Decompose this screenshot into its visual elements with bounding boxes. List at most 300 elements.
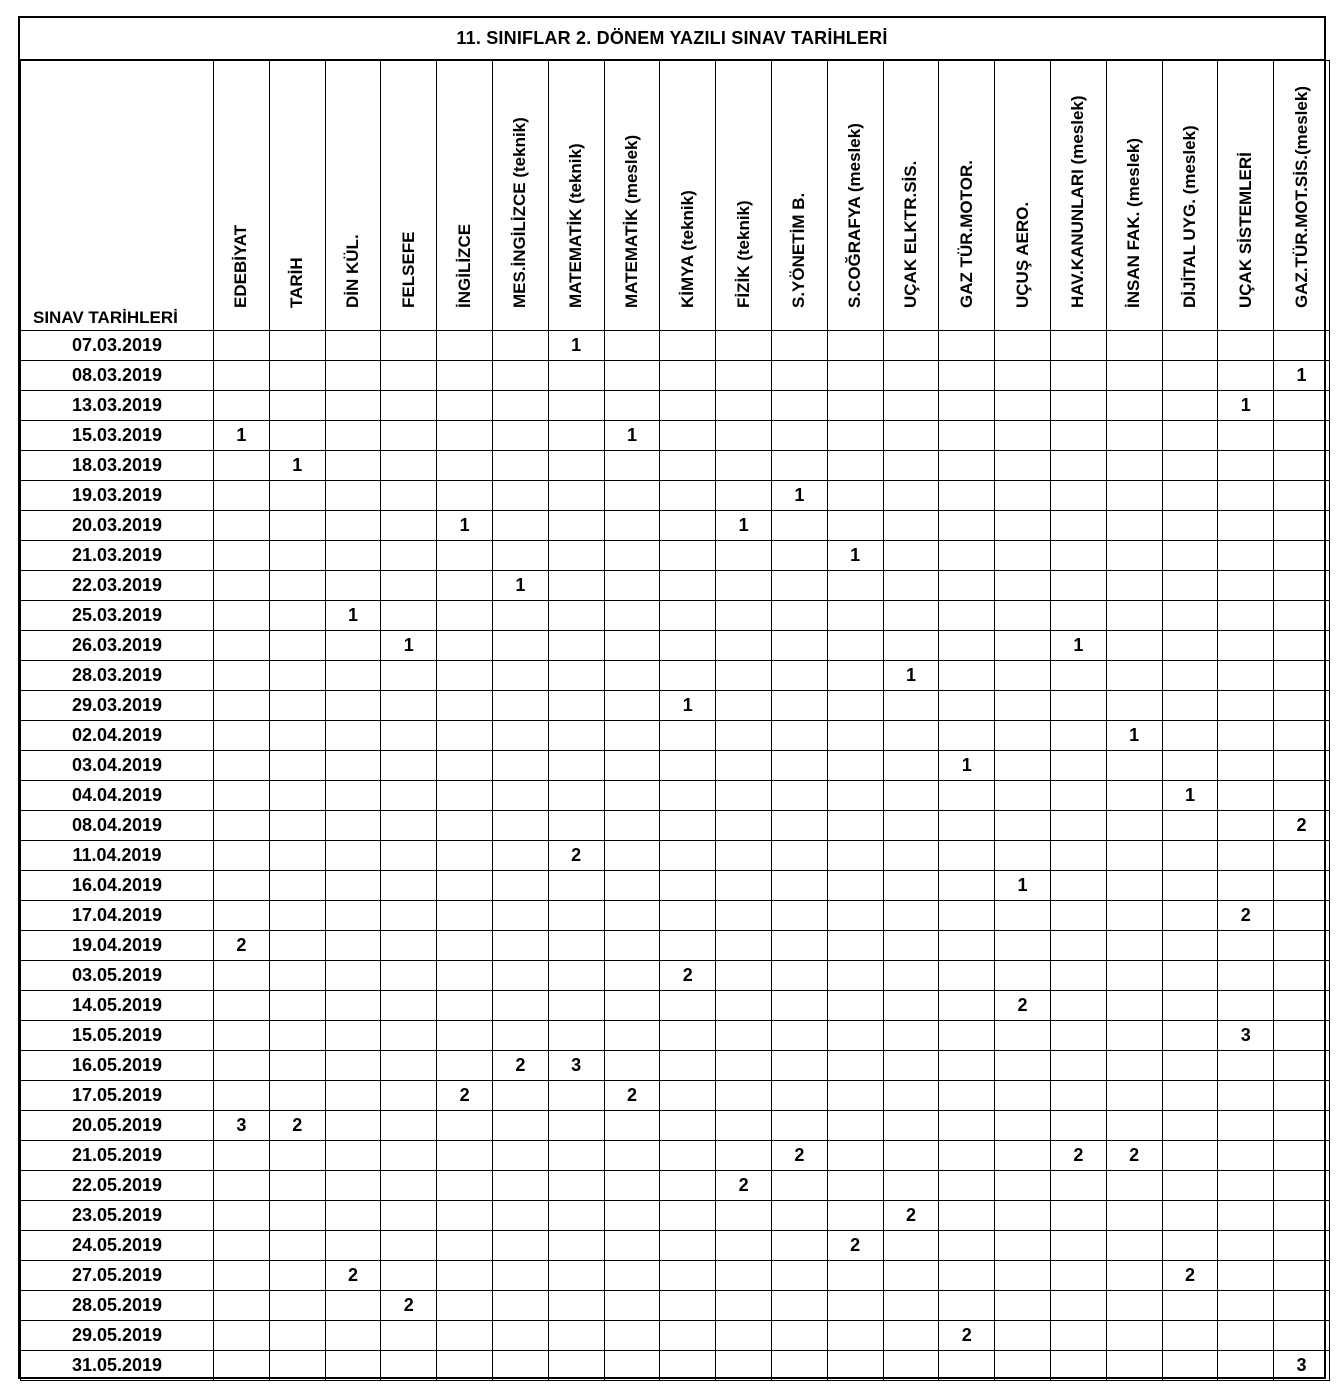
exam-number-cell: 1	[214, 421, 270, 451]
exam-number-cell	[1218, 781, 1274, 811]
exam-number-cell	[381, 481, 437, 511]
exam-number-cell	[1106, 481, 1162, 511]
exam-number-cell	[269, 1261, 325, 1291]
exam-number-cell	[1274, 781, 1330, 811]
exam-number-cell	[325, 631, 381, 661]
subject-header-label: GAZ TÜR.MOTOR.	[956, 160, 976, 308]
exam-number-cell	[1162, 451, 1218, 481]
exam-number-cell	[771, 1291, 827, 1321]
exam-number-cell	[325, 391, 381, 421]
exam-number-cell	[883, 1351, 939, 1381]
exam-number-cell	[939, 1261, 995, 1291]
exam-number-cell	[604, 1291, 660, 1321]
exam-number-cell	[214, 571, 270, 601]
exam-number-cell	[1162, 841, 1218, 871]
exam-number-cell: 1	[716, 511, 772, 541]
exam-number-cell	[325, 421, 381, 451]
exam-number-cell	[771, 871, 827, 901]
exam-number-cell	[1162, 571, 1218, 601]
exam-number-cell	[1218, 1201, 1274, 1231]
exam-number-cell	[1162, 1111, 1218, 1141]
exam-number-cell	[716, 1081, 772, 1111]
subject-header-label: MATEMATİK (meslek)	[621, 134, 641, 308]
exam-number-cell	[604, 511, 660, 541]
exam-number-cell	[492, 331, 548, 361]
exam-number-cell	[1106, 541, 1162, 571]
exam-number-cell	[771, 991, 827, 1021]
subject-header-label: DİJİTAL UYG. (meslek)	[1179, 125, 1199, 308]
exam-date-cell: 27.05.2019	[21, 1261, 214, 1291]
exam-number-cell	[492, 931, 548, 961]
exam-number-cell	[660, 331, 716, 361]
exam-number-cell	[883, 1291, 939, 1321]
exam-number-cell	[269, 361, 325, 391]
exam-number-cell	[214, 1171, 270, 1201]
exam-number-cell	[660, 841, 716, 871]
subject-header-label: UÇAK SİSTEMLERİ	[1235, 152, 1255, 308]
exam-number-cell	[716, 1141, 772, 1171]
exam-number-cell	[437, 751, 493, 781]
exam-number-cell	[1106, 1201, 1162, 1231]
exam-number-cell: 3	[548, 1051, 604, 1081]
exam-number-cell	[381, 361, 437, 391]
exam-number-cell	[381, 1201, 437, 1231]
exam-number-cell	[1274, 451, 1330, 481]
exam-number-cell	[771, 1201, 827, 1231]
exam-number-cell	[269, 601, 325, 631]
schedule-table-container	[20, 60, 1324, 1381]
exam-date-cell: 28.05.2019	[21, 1291, 214, 1321]
exam-number-cell	[995, 961, 1051, 991]
exam-date-cell: 29.05.2019	[21, 1321, 214, 1351]
exam-number-cell	[771, 631, 827, 661]
subject-header-label: EDEBİYAT	[231, 224, 251, 308]
exam-number-cell	[1218, 1111, 1274, 1141]
exam-number-cell	[1162, 1141, 1218, 1171]
exam-number-cell	[214, 601, 270, 631]
exam-number-cell	[1218, 1231, 1274, 1261]
exam-number-cell	[1106, 391, 1162, 421]
exam-number-cell: 2	[939, 1321, 995, 1351]
exam-number-cell	[214, 1021, 270, 1051]
exam-number-cell	[1162, 661, 1218, 691]
exam-number-cell	[660, 1171, 716, 1201]
exam-number-cell	[771, 781, 827, 811]
exam-number-cell	[492, 361, 548, 391]
exam-number-cell: 2	[827, 1231, 883, 1261]
exam-number-cell: 1	[771, 481, 827, 511]
exam-number-cell	[995, 661, 1051, 691]
exam-number-cell	[325, 1051, 381, 1081]
exam-number-cell	[604, 1351, 660, 1381]
exam-number-cell	[939, 1081, 995, 1111]
exam-number-cell	[492, 1231, 548, 1261]
exam-number-cell	[492, 1111, 548, 1141]
exam-number-cell	[604, 871, 660, 901]
page-title: 11. SINIFLAR 2. DÖNEM YAZILI SINAV TARİHLERİ	[20, 18, 1324, 60]
exam-number-cell	[548, 511, 604, 541]
exam-number-cell	[604, 481, 660, 511]
exam-number-cell	[1162, 601, 1218, 631]
exam-number-cell	[1050, 1201, 1106, 1231]
exam-number-cell	[939, 1171, 995, 1201]
exam-number-cell	[716, 901, 772, 931]
exam-number-cell	[1274, 421, 1330, 451]
exam-number-cell	[381, 961, 437, 991]
exam-number-cell	[660, 871, 716, 901]
exam-number-cell	[492, 1171, 548, 1201]
exam-number-cell	[548, 721, 604, 751]
exam-number-cell	[660, 1201, 716, 1231]
exam-date-cell: 11.04.2019	[21, 841, 214, 871]
exam-number-cell	[1050, 1021, 1106, 1051]
exam-number-cell	[548, 991, 604, 1021]
exam-number-cell	[883, 511, 939, 541]
exam-number-cell	[827, 1111, 883, 1141]
exam-number-cell	[716, 691, 772, 721]
exam-number-cell	[269, 1231, 325, 1261]
exam-number-cell	[827, 871, 883, 901]
exam-number-cell	[1274, 1111, 1330, 1141]
exam-number-cell	[548, 961, 604, 991]
exam-number-cell	[716, 631, 772, 661]
exam-number-cell	[548, 601, 604, 631]
exam-number-cell	[771, 1321, 827, 1351]
exam-number-cell	[437, 1021, 493, 1051]
exam-number-cell	[827, 481, 883, 511]
exam-number-cell	[1218, 721, 1274, 751]
exam-number-cell	[1050, 661, 1106, 691]
subject-header	[437, 61, 493, 331]
exam-number-cell	[827, 331, 883, 361]
exam-number-cell	[1162, 391, 1218, 421]
exam-number-cell	[883, 571, 939, 601]
exam-number-cell: 1	[437, 511, 493, 541]
exam-number-cell	[1218, 421, 1274, 451]
exam-number-cell	[660, 661, 716, 691]
exam-number-cell	[548, 1351, 604, 1381]
exam-number-cell	[995, 1141, 1051, 1171]
exam-number-cell	[1218, 541, 1274, 571]
subject-header	[492, 61, 548, 331]
table-row	[21, 1021, 1330, 1051]
subject-header-label: MATEMATİK (teknik)	[566, 143, 586, 308]
exam-number-cell	[269, 991, 325, 1021]
exam-number-cell	[269, 661, 325, 691]
exam-number-cell	[548, 1321, 604, 1351]
exam-number-cell	[883, 1141, 939, 1171]
exam-number-cell	[883, 721, 939, 751]
exam-number-cell	[604, 1021, 660, 1051]
exam-number-cell	[325, 991, 381, 1021]
exam-number-cell	[325, 451, 381, 481]
exam-number-cell	[1050, 841, 1106, 871]
exam-number-cell	[269, 481, 325, 511]
exam-number-cell	[995, 751, 1051, 781]
exam-date-cell: 31.05.2019	[21, 1351, 214, 1381]
subject-header-label: DİN KÜL.	[342, 234, 362, 308]
exam-number-cell	[437, 361, 493, 391]
exam-number-cell: 2	[1050, 1141, 1106, 1171]
exam-number-cell	[437, 331, 493, 361]
exam-number-cell	[1106, 901, 1162, 931]
exam-number-cell	[827, 901, 883, 931]
exam-number-cell	[325, 901, 381, 931]
exam-number-cell	[1274, 331, 1330, 361]
exam-number-cell	[325, 1141, 381, 1171]
exam-number-cell	[325, 961, 381, 991]
exam-number-cell	[939, 1351, 995, 1381]
exam-number-cell	[995, 601, 1051, 631]
exam-number-cell	[995, 1261, 1051, 1291]
exam-number-cell	[381, 1171, 437, 1201]
exam-number-cell	[1050, 931, 1106, 961]
exam-number-cell	[827, 841, 883, 871]
exam-number-cell	[1106, 871, 1162, 901]
exam-number-cell	[771, 691, 827, 721]
exam-date-cell: 03.05.2019	[21, 961, 214, 991]
exam-number-cell	[604, 721, 660, 751]
exam-number-cell	[660, 931, 716, 961]
exam-date-cell: 20.03.2019	[21, 511, 214, 541]
exam-number-cell	[827, 571, 883, 601]
exam-number-cell	[660, 511, 716, 541]
subject-header-label: HAV.KANUNLARI (meslek)	[1068, 95, 1088, 308]
exam-date-cell: 19.04.2019	[21, 931, 214, 961]
subject-header	[1106, 61, 1162, 331]
exam-number-cell	[716, 811, 772, 841]
exam-number-cell	[1218, 451, 1274, 481]
exam-number-cell	[1218, 871, 1274, 901]
exam-number-cell	[548, 1171, 604, 1201]
subject-header	[771, 61, 827, 331]
exam-number-cell	[1162, 931, 1218, 961]
table-row	[21, 841, 1330, 871]
exam-number-cell	[214, 631, 270, 661]
subject-header	[269, 61, 325, 331]
exam-number-cell	[771, 841, 827, 871]
exam-number-cell	[1162, 511, 1218, 541]
exam-number-cell: 2	[883, 1201, 939, 1231]
exam-number-cell	[604, 691, 660, 721]
exam-number-cell	[548, 931, 604, 961]
exam-number-cell	[381, 1141, 437, 1171]
exam-number-cell	[269, 331, 325, 361]
exam-number-cell	[1162, 1291, 1218, 1321]
exam-number-cell	[269, 631, 325, 661]
exam-number-cell	[381, 1051, 437, 1081]
exam-number-cell	[269, 871, 325, 901]
exam-date-cell: 07.03.2019	[21, 331, 214, 361]
exam-number-cell: 2	[325, 1261, 381, 1291]
exam-number-cell	[1106, 601, 1162, 631]
exam-number-cell	[1218, 1141, 1274, 1171]
exam-number-cell	[995, 1081, 1051, 1111]
exam-number-cell	[883, 1321, 939, 1351]
exam-number-cell: 3	[214, 1111, 270, 1141]
exam-number-cell	[1274, 721, 1330, 751]
exam-number-cell	[1106, 1321, 1162, 1351]
exam-number-cell	[437, 781, 493, 811]
exam-number-cell: 2	[548, 841, 604, 871]
exam-number-cell	[1274, 1261, 1330, 1291]
exam-number-cell: 1	[1050, 631, 1106, 661]
exam-number-cell	[381, 391, 437, 421]
subject-header	[1218, 61, 1274, 331]
exam-number-cell	[771, 1051, 827, 1081]
exam-number-cell	[604, 1141, 660, 1171]
exam-number-cell	[716, 871, 772, 901]
exam-number-cell	[1050, 871, 1106, 901]
exam-number-cell	[716, 991, 772, 1021]
exam-number-cell	[269, 751, 325, 781]
exam-number-cell	[548, 421, 604, 451]
exam-number-cell	[492, 1351, 548, 1381]
subject-header	[939, 61, 995, 331]
exam-number-cell	[771, 361, 827, 391]
exam-number-cell	[827, 1291, 883, 1321]
exam-number-cell	[437, 601, 493, 631]
exam-number-cell	[827, 421, 883, 451]
exam-number-cell	[1162, 991, 1218, 1021]
exam-number-cell	[883, 691, 939, 721]
exam-number-cell	[325, 871, 381, 901]
exam-number-cell	[939, 1021, 995, 1051]
exam-number-cell	[492, 841, 548, 871]
exam-number-cell	[827, 511, 883, 541]
exam-number-cell	[1106, 931, 1162, 961]
exam-number-cell	[1050, 601, 1106, 631]
exam-number-cell	[325, 721, 381, 751]
exam-number-cell	[939, 391, 995, 421]
exam-number-cell	[492, 391, 548, 421]
subject-header-label: İNGİLİZCE	[454, 223, 474, 308]
exam-number-cell	[381, 661, 437, 691]
exam-number-cell	[1274, 511, 1330, 541]
exam-number-cell	[1218, 1261, 1274, 1291]
exam-number-cell	[437, 1231, 493, 1261]
exam-number-cell	[437, 661, 493, 691]
exam-number-cell	[771, 901, 827, 931]
row-header-label: SINAV TARİHLERİ	[21, 61, 214, 331]
exam-number-cell	[1218, 631, 1274, 661]
exam-number-cell: 2	[269, 1111, 325, 1141]
exam-number-cell	[939, 1231, 995, 1261]
exam-number-cell: 1	[995, 871, 1051, 901]
subject-header-label: S.COĞRAFYA (meslek)	[845, 123, 865, 308]
exam-number-cell	[381, 991, 437, 1021]
exam-number-cell	[1106, 1081, 1162, 1111]
exam-number-cell	[214, 1141, 270, 1171]
exam-number-cell	[660, 1081, 716, 1111]
exam-number-cell	[827, 931, 883, 961]
exam-number-cell	[771, 721, 827, 751]
exam-number-cell	[604, 631, 660, 661]
exam-number-cell	[1106, 991, 1162, 1021]
table-row	[21, 691, 1330, 721]
exam-number-cell	[995, 571, 1051, 601]
exam-number-cell	[660, 571, 716, 601]
exam-date-cell: 17.05.2019	[21, 1081, 214, 1111]
exam-number-cell	[827, 811, 883, 841]
exam-number-cell	[1274, 1141, 1330, 1171]
exam-number-cell	[1274, 1081, 1330, 1111]
exam-number-cell	[716, 661, 772, 691]
exam-number-cell	[1274, 391, 1330, 421]
table-row	[21, 1051, 1330, 1081]
exam-number-cell	[1106, 1231, 1162, 1261]
table-row	[21, 631, 1330, 661]
exam-number-cell	[1162, 721, 1218, 751]
exam-number-cell	[1050, 811, 1106, 841]
exam-number-cell	[883, 931, 939, 961]
exam-number-cell	[883, 1021, 939, 1051]
exam-number-cell	[381, 601, 437, 631]
exam-number-cell	[939, 421, 995, 451]
exam-number-cell	[771, 1351, 827, 1381]
exam-number-cell	[827, 1261, 883, 1291]
exam-number-cell	[660, 1141, 716, 1171]
exam-number-cell	[381, 931, 437, 961]
exam-number-cell	[995, 691, 1051, 721]
exam-number-cell	[269, 1051, 325, 1081]
exam-number-cell	[381, 1231, 437, 1261]
exam-number-cell: 1	[325, 601, 381, 631]
exam-number-cell	[1218, 811, 1274, 841]
exam-number-cell	[325, 1111, 381, 1141]
exam-number-cell	[716, 1021, 772, 1051]
exam-number-cell: 2	[437, 1081, 493, 1111]
exam-number-cell	[1050, 511, 1106, 541]
exam-number-cell: 2	[716, 1171, 772, 1201]
exam-number-cell	[660, 781, 716, 811]
exam-number-cell	[716, 751, 772, 781]
table-row	[21, 1081, 1330, 1111]
exam-number-cell	[939, 661, 995, 691]
exam-number-cell	[771, 391, 827, 421]
table-row	[21, 451, 1330, 481]
exam-number-cell	[548, 631, 604, 661]
exam-number-cell	[1162, 961, 1218, 991]
exam-number-cell	[660, 631, 716, 661]
exam-number-cell	[325, 1291, 381, 1321]
exam-number-cell	[269, 841, 325, 871]
subject-header	[548, 61, 604, 331]
exam-number-cell	[325, 1231, 381, 1261]
exam-number-cell	[437, 931, 493, 961]
exam-number-cell	[604, 1111, 660, 1141]
exam-number-cell	[939, 811, 995, 841]
exam-number-cell	[214, 331, 270, 361]
exam-number-cell	[437, 1201, 493, 1231]
exam-number-cell	[827, 961, 883, 991]
exam-number-cell	[995, 331, 1051, 361]
exam-number-cell	[827, 1051, 883, 1081]
exam-number-cell	[214, 841, 270, 871]
exam-number-cell	[604, 901, 660, 931]
exam-number-cell	[1218, 931, 1274, 961]
exam-number-cell	[492, 901, 548, 931]
exam-number-cell	[1274, 1021, 1330, 1051]
exam-number-cell	[1274, 601, 1330, 631]
exam-number-cell	[995, 421, 1051, 451]
exam-date-cell: 02.04.2019	[21, 721, 214, 751]
exam-number-cell	[883, 601, 939, 631]
exam-number-cell	[437, 1141, 493, 1171]
exam-number-cell	[939, 1111, 995, 1141]
exam-number-cell	[939, 1141, 995, 1171]
exam-number-cell	[1218, 691, 1274, 721]
